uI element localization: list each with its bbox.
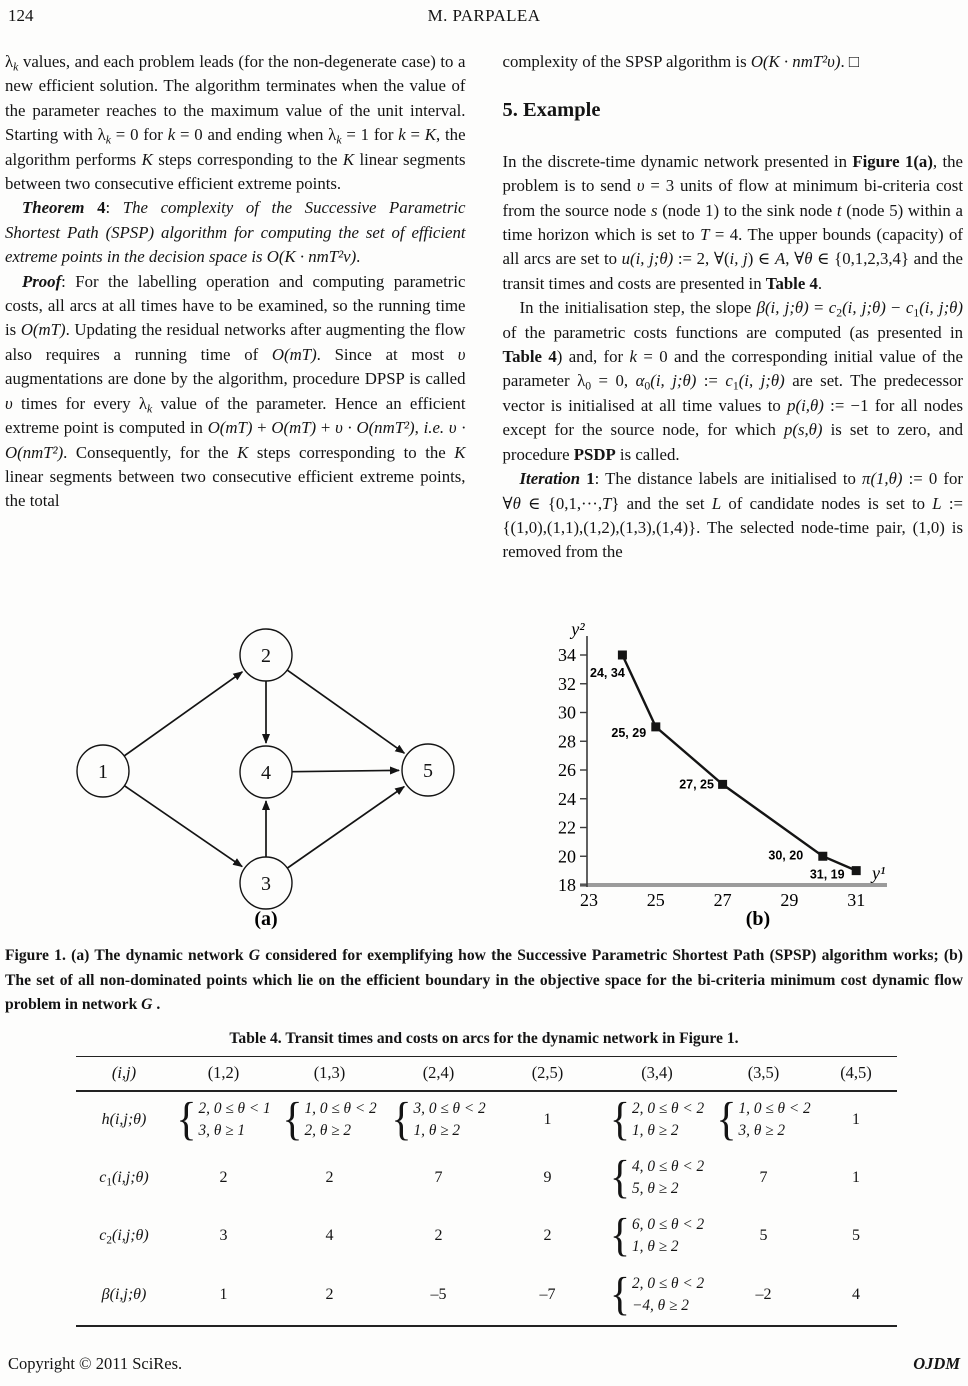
table-column-header: (3,5) — [712, 1057, 815, 1091]
subfigure-label-b: (b) — [745, 908, 771, 930]
table-header-row — [76, 1057, 897, 1091]
table-cell: { 6, 0 ≤ θ < 2 1, θ ≥ 2 — [609, 1209, 705, 1262]
table-row — [76, 1207, 897, 1265]
curly-brace: { — [609, 1268, 631, 1321]
table-cell: { 4, 0 ≤ θ < 2 5, θ ≥ 2 — [609, 1151, 705, 1204]
network-arc — [292, 770, 399, 771]
table-column-header: (i,j) — [76, 1057, 172, 1091]
table-column-header: (1,3) — [275, 1057, 384, 1091]
table-cell: 1 — [852, 1111, 860, 1128]
y-tick-label: 22 — [558, 817, 576, 838]
table-cell: { 1, 0 ≤ θ < 2 2, θ ≥ 2 — [282, 1094, 377, 1146]
curly-brace: { — [391, 1094, 412, 1146]
table-cell: 5 — [759, 1226, 768, 1244]
x-axis-label: y¹ — [872, 863, 886, 883]
left-column — [5, 50, 466, 565]
row-label: β(i,j;θ) — [101, 1285, 147, 1303]
x-tick-label: 29 — [780, 890, 799, 910]
table-cell: –7 — [539, 1285, 556, 1303]
table-column-header: (4,5) — [815, 1057, 897, 1091]
table-cell: { 2, 0 ≤ θ < 1 3, θ ≥ 1 — [176, 1094, 271, 1146]
objective-space-chart — [545, 622, 965, 937]
table-cell: 5 — [852, 1226, 860, 1244]
x-tick-label: 27 — [713, 890, 732, 910]
table-row — [76, 1091, 897, 1149]
data-point-marker — [651, 722, 660, 731]
curly-brace: { — [176, 1094, 197, 1146]
page-header — [8, 6, 960, 30]
x-tick-label: 23 — [580, 890, 598, 910]
page-number: 124 — [8, 6, 34, 25]
data-point-label: 27, 25 — [679, 777, 714, 792]
table-cell: 2 — [434, 1226, 443, 1244]
data-point-label: 31, 19 — [809, 867, 845, 882]
network-node-label: 3 — [261, 873, 271, 895]
table-cell: 1 — [543, 1111, 552, 1128]
curly-brace: { — [716, 1094, 737, 1146]
table-cell: { 2, 0 ≤ θ < 2 1, θ ≥ 2 — [609, 1094, 705, 1146]
data-point-marker — [852, 866, 861, 875]
y-tick-label: 26 — [558, 760, 576, 780]
data-point-marker — [718, 780, 727, 789]
table-cell: –2 — [755, 1285, 772, 1303]
table-cell: 9 — [543, 1168, 552, 1186]
network-arc — [287, 670, 404, 753]
body-columns — [5, 50, 963, 565]
table-cell: 4 — [852, 1285, 860, 1303]
row-label: h(i,j;θ) — [101, 1111, 147, 1128]
network-node-label: 1 — [98, 761, 108, 783]
paragraph: $\lambda_k$ values, and each problem leads (for the non-degenerate case) to a new efficient solution. The algorithm terminates when the value of the parameter reaches to the maximum value of the unit interval. Starting with $\lambda_k = 0$ for k = 0 and ending when $\lambda_k = 1$ for k = K, the algorithm performs K steps corresponding to the K linear segments between two consecutive efficient extreme points. — [5, 52, 466, 194]
table-title: Table 4. Transit times and costs on arcs for the dynamic network in Figure 1. — [229, 1030, 739, 1047]
y-tick-label: 34 — [558, 645, 576, 665]
network-arc — [287, 787, 404, 869]
table-cell: { 1, 0 ≤ θ < 2 3, θ ≥ 2 — [716, 1094, 811, 1146]
section-heading: 5. Example — [502, 99, 601, 122]
y-tick-label: 30 — [558, 702, 576, 723]
paragraph: In the discrete-time dynamic network presented in Figure 1(a), the problem is to send υ = 3 units of flow at minimum bi-criteria cost from the source node s (node 1) to the sink node t (node 5) within a time horizon which is set to T = 4. The upper bounds (capacity) of all arcs are set to u(i, j;θ) := 2, ∀(i, j) ∈ A, ∀θ ∈ {0,1,2,3,4} and the transit times and costs are presented in Table 4. — [502, 151, 964, 293]
network-diagram — [70, 622, 480, 937]
curly-brace: { — [609, 1209, 631, 1262]
y-tick-label: 28 — [558, 731, 576, 752]
page-footer — [8, 1354, 960, 1374]
table-cell: 2 — [543, 1226, 552, 1244]
efficient-boundary-line — [622, 655, 856, 871]
y-tick-label: 32 — [558, 673, 576, 694]
table-cell: 7 — [434, 1168, 443, 1186]
y-tick-label: 20 — [558, 846, 576, 867]
table-row — [76, 1265, 897, 1326]
data-point-label: 25, 29 — [611, 725, 647, 740]
curly-brace: { — [609, 1094, 631, 1146]
table-4 — [76, 1056, 897, 1327]
network-node-label: 2 — [261, 645, 271, 667]
paragraph: complexity of the SPSP algorithm is O(K · nmT²υ). □ — [502, 52, 859, 71]
row-label: $c_1(i,j;\theta)$ — [99, 1168, 149, 1188]
right-column — [503, 50, 964, 565]
table-cell: 7 — [759, 1168, 768, 1186]
theorem-paragraph: Theorem 4: The complexity of the Successive Parametric Shortest Path (SPSP) algorithm for computing the set of efficient extreme points in the decision space is O(K · nmT²v). — [5, 198, 466, 267]
x-tick-label: 31 — [847, 890, 866, 910]
journal-abbrev: OJDM — [913, 1354, 960, 1373]
curly-brace: { — [282, 1094, 303, 1146]
table-cell: 4 — [325, 1226, 334, 1244]
table-column-header: (2,4) — [384, 1057, 493, 1091]
table-cell: 2 — [219, 1168, 228, 1186]
data-point-marker — [618, 651, 627, 660]
network-node-label: 5 — [423, 760, 433, 782]
figure-caption: Figure 1. (a) The dynamic network G considered for exemplifying how the Successive Parametric Shortest Path (SPSP) algorithm works; (b) The set of all non-dominated points which lie on the efficient boundary in the objective space for the bi-criteria minimum cost dynamic flow problem in network G . — [5, 947, 963, 1014]
table-cell: 2 — [325, 1285, 334, 1303]
y-tick-label: 24 — [558, 788, 576, 809]
data-point-label: 24, 34 — [590, 666, 625, 680]
proof-paragraph: Proof: For the labelling operation and computing parametric costs, all arcs at all times have to be examined, so the running time is O(mT). Updating the residual networks after augmenting the flow also requires a running time of O(mT). Since at most υ augmentations are done by the algorithm, procedure DPSP is called υ times for every $\lambda_k$ value of the parameter. Hence an efficient extreme point is computed in O(mT) + O(mT) + υ · O(nmT²), i.e. υ · O(nmT²). Consequently, for the K steps corresponding to the K linear segments between two consecutive efficient extreme points, the total — [5, 271, 466, 511]
copyright: Copyright © 2011 SciRes. — [8, 1354, 183, 1373]
table-cell: 2 — [325, 1168, 334, 1186]
table-cell: { 2, 0 ≤ θ < 2 −4, θ ≥ 2 — [609, 1268, 705, 1321]
subfigure-label-a: (a) — [254, 908, 278, 930]
y-axis-label: y² — [571, 622, 585, 639]
network-node-label: 4 — [261, 762, 271, 784]
table-cell: { 3, 0 ≤ θ < 2 1, θ ≥ 2 — [391, 1094, 486, 1146]
table-row — [76, 1149, 897, 1207]
table-cell: –5 — [430, 1285, 447, 1303]
table-cell: 1 — [219, 1285, 228, 1303]
data-point-marker — [818, 852, 827, 861]
row-label: $c_2(i,j;\theta)$ — [99, 1226, 149, 1246]
table-column-header: (1,2) — [172, 1057, 275, 1091]
network-arc — [124, 786, 242, 867]
table-cell: 1 — [852, 1168, 860, 1186]
network-arc — [124, 672, 242, 756]
table-body — [76, 1091, 897, 1326]
iteration-paragraph: Iteration 1: The distance labels are initialised to π(1,θ) := 0 for ∀θ ∈ {0,1,···,T} and the set L of candidate nodes is set to L := {(1,0),(1,1),(1,2),(1,3),(1,4)}. The selected node-time pair, (1,0) is removed from the — [502, 469, 963, 562]
table-column-header: (2,5) — [493, 1057, 602, 1091]
table-column-header: (3,4) — [602, 1057, 712, 1091]
y-tick-label: 18 — [558, 875, 576, 895]
table-cell: 3 — [219, 1226, 228, 1244]
curly-brace: { — [609, 1151, 631, 1204]
x-tick-label: 25 — [646, 890, 665, 910]
paragraph: In the initialisation step, the slope β(i, j;θ) = $c_2(i$, j;θ) − $c_1(i$, j;θ) of the parametric costs functions are computed (as presented in Table 4) and, for k = 0 and the corresponding initial value of the parameter $\lambda_0 = 0$, $\alpha_0(i$, j;θ) := $c_1(i$, j;θ) are set. The predecessor vector is initialised at all time values to p(i,θ) := −1 for all nodes except for the source node, for which p(s,θ) is set to zero, and procedure PSDP is called. — [502, 298, 964, 464]
data-point-label: 30, 20 — [768, 848, 804, 863]
running-title: M. PARPALEA — [427, 6, 541, 25]
